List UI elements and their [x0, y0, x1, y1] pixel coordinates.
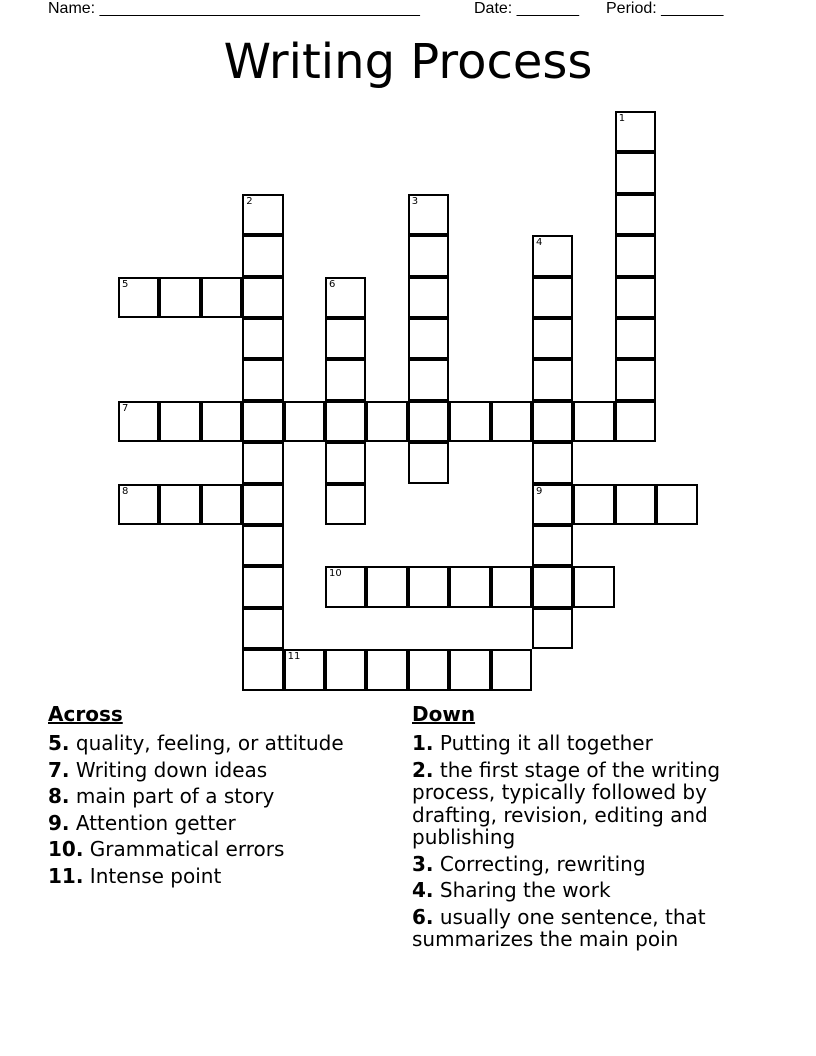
crossword-cell[interactable]	[615, 401, 656, 442]
crossword-cell[interactable]	[408, 566, 449, 607]
crossword-cell[interactable]	[201, 484, 242, 525]
clue-number: 10.	[48, 837, 84, 861]
crossword-cell[interactable]	[242, 277, 283, 318]
crossword-cell[interactable]	[159, 484, 200, 525]
crossword-cell[interactable]	[242, 318, 283, 359]
crossword-cell[interactable]	[118, 277, 159, 318]
crossword-cell[interactable]	[366, 649, 407, 690]
crossword-cell[interactable]	[325, 442, 366, 483]
across-clues	[48, 700, 388, 891]
across-heading: Across	[48, 702, 123, 726]
clue-number-label: 2	[246, 195, 253, 207]
crossword-cell[interactable]	[532, 401, 573, 442]
across-clue	[48, 812, 388, 835]
clue-text: Putting it all together	[433, 731, 653, 755]
crossword-cell[interactable]	[118, 401, 159, 442]
clue-number: 8.	[48, 784, 70, 808]
clue-number: 9.	[48, 810, 70, 835]
crossword-cell[interactable]	[284, 401, 325, 442]
down-clue	[412, 732, 762, 755]
across-clue	[48, 759, 388, 782]
crossword-cell[interactable]	[408, 318, 449, 359]
across-clue	[48, 732, 388, 755]
clue-number-label: 4	[536, 237, 543, 249]
crossword-cell[interactable]	[449, 649, 490, 690]
crossword-cell[interactable]	[242, 484, 283, 525]
crossword-cell[interactable]	[242, 401, 283, 442]
clue-text: Grammatical errors	[83, 837, 285, 861]
crossword-cell[interactable]	[242, 525, 283, 566]
crossword-cell[interactable]	[408, 649, 449, 690]
clue-number: 11.	[48, 863, 84, 888]
clue-number: 3.	[412, 851, 434, 876]
down-clue	[412, 853, 762, 876]
across-clue	[48, 838, 388, 861]
date-field-label[interactable]: Date: _______	[474, 0, 579, 17]
clue-number: 4.	[412, 878, 434, 902]
crossword-cell[interactable]	[159, 277, 200, 318]
clue-number: 1.	[412, 731, 434, 755]
crossword-cell[interactable]	[242, 194, 283, 235]
crossword-cell[interactable]	[615, 484, 656, 525]
down-clue-list	[412, 732, 762, 951]
crossword-cell[interactable]	[408, 401, 449, 442]
crossword-cell[interactable]	[242, 649, 283, 690]
clue-number-label: 11	[287, 651, 301, 663]
crossword-cell[interactable]	[201, 401, 242, 442]
crossword-cell[interactable]	[242, 442, 283, 483]
clue-number-label: 3	[411, 195, 419, 207]
across-clue-list	[48, 732, 388, 887]
period-field-label[interactable]: Period: _______	[606, 0, 724, 17]
crossword-cell[interactable]	[242, 566, 283, 607]
crossword-cell[interactable]	[491, 649, 532, 690]
crossword-cell[interactable]	[573, 484, 614, 525]
crossword-cell[interactable]	[532, 277, 573, 318]
crossword-cell[interactable]	[408, 194, 449, 235]
clue-text: main part of a story	[69, 784, 275, 808]
crossword-cell[interactable]	[532, 359, 573, 400]
crossword-cell[interactable]	[532, 235, 573, 276]
crossword-cell[interactable]	[201, 277, 242, 318]
clue-number: 5.	[48, 731, 70, 755]
clue-number-label: 1	[618, 113, 626, 124]
clue-text: Correcting, rewriting	[433, 851, 646, 876]
crossword-cell[interactable]	[284, 649, 325, 690]
crossword-cell[interactable]	[325, 318, 366, 359]
crossword-cell[interactable]	[325, 566, 366, 607]
clue-number-label: 7	[122, 402, 129, 414]
clue-number-label: 9	[536, 485, 543, 497]
crossword-cell[interactable]	[656, 484, 697, 525]
crossword-cell[interactable]	[615, 235, 656, 276]
crossword-cell[interactable]	[491, 566, 532, 607]
clue-number: 2.	[412, 757, 434, 782]
crossword-cell[interactable]	[159, 401, 200, 442]
down-clue	[412, 906, 762, 951]
clue-number: 6.	[412, 904, 434, 929]
crossword-cell[interactable]	[532, 566, 573, 607]
crossword-cell[interactable]	[532, 525, 573, 566]
crossword-cell[interactable]	[491, 401, 532, 442]
page-title: Writing Process	[223, 34, 593, 90]
crossword-cell[interactable]	[366, 401, 407, 442]
name-field-label[interactable]: Name: ____________________________________	[48, 0, 420, 17]
crossword-cell[interactable]	[615, 277, 656, 318]
crossword-cell[interactable]	[615, 359, 656, 400]
crossword-cell[interactable]	[532, 318, 573, 359]
crossword-cell[interactable]	[325, 359, 366, 400]
crossword-cell[interactable]	[615, 152, 656, 193]
crossword-cell[interactable]	[408, 235, 449, 276]
crossword-cell[interactable]	[615, 318, 656, 359]
across-clue	[48, 785, 388, 808]
down-clue	[412, 879, 762, 902]
crossword-cell[interactable]	[408, 277, 449, 318]
clue-number-label: 10	[329, 568, 342, 580]
crossword-cell[interactable]	[408, 442, 449, 483]
crossword-cell[interactable]	[573, 566, 614, 607]
crossword-cell[interactable]	[366, 566, 407, 607]
crossword-cell[interactable]	[449, 566, 490, 607]
crossword-cell[interactable]	[532, 608, 573, 649]
clue-text: Writing down ideas	[69, 757, 268, 782]
crossword-cell[interactable]	[325, 649, 366, 690]
crossword-cell[interactable]	[532, 442, 573, 483]
crossword-cell[interactable]	[242, 359, 283, 400]
crossword-cell[interactable]	[325, 401, 366, 442]
crossword-cell[interactable]	[325, 484, 366, 525]
down-clues	[412, 700, 762, 955]
crossword-cell[interactable]	[573, 401, 614, 442]
clue-text: the first stage of the writing process, typically followed by drafting, revision, editing and publishing	[412, 757, 721, 849]
clue-number-label: 6	[329, 278, 336, 290]
down-clue	[412, 759, 762, 849]
clue-text: Sharing the work	[433, 878, 611, 902]
clue-text: Intense point	[83, 863, 222, 888]
crossword-cell[interactable]	[615, 111, 656, 152]
clue-text: quality, feeling, or attitude	[69, 731, 344, 755]
clue-number-label: 5	[122, 278, 129, 290]
clue-text: Attention getter	[69, 810, 236, 835]
clue-number: 7.	[48, 757, 70, 782]
crossword-cell[interactable]	[408, 359, 449, 400]
across-clue	[48, 865, 388, 888]
crossword-cell[interactable]	[242, 608, 283, 649]
down-heading: Down	[412, 702, 476, 726]
crossword-cell[interactable]	[325, 277, 366, 318]
crossword-cell[interactable]	[532, 484, 573, 525]
crossword-cell[interactable]	[118, 484, 159, 525]
clue-text: usually one sentence, that summarizes the main poin	[412, 904, 706, 951]
clue-number-label: 8	[122, 485, 129, 497]
crossword-cell[interactable]	[242, 235, 283, 276]
crossword-cell[interactable]	[615, 194, 656, 235]
crossword-cell[interactable]	[449, 401, 490, 442]
